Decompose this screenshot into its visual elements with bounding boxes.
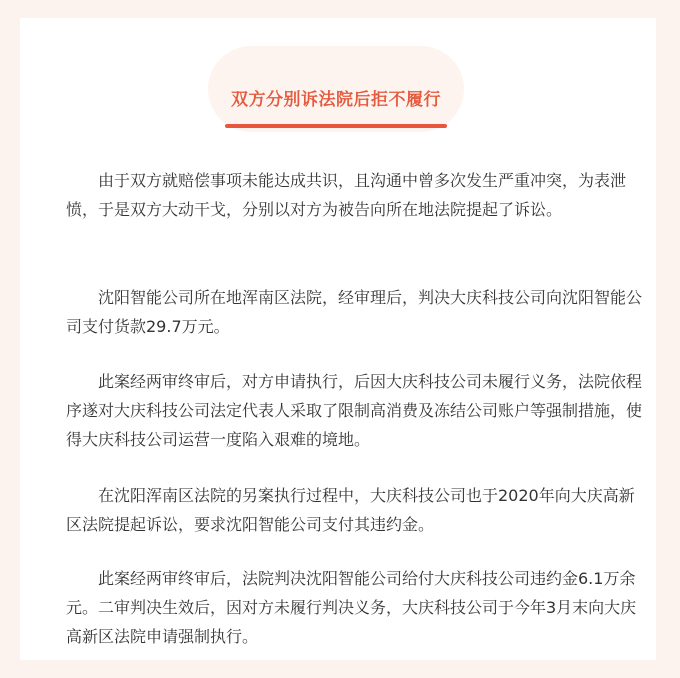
title-underline: [225, 124, 447, 128]
article-card: [20, 18, 656, 660]
paragraph-1: 由于双方就赔偿事项未能达成共识，且沟通中曾多次发生严重冲突，为表泄愤，于是双方大动干戈，分别以对方为被告向所在地法院提起了诉讼。: [66, 171, 627, 219]
section-title: 双方分别诉法院后拒不履行: [231, 90, 441, 110]
paragraph-2: 沈阳智能公司所在地浑南区法院，经审理后，判决大庆科技公司向沈阳智能公司支付货款29.7万元。: [66, 288, 643, 336]
title-badge-background: [208, 46, 464, 132]
paragraph-3: 此案经两审终审后，对方申请执行，后因大庆科技公司未履行义务，法院依程序遂对大庆科技公司法定代表人采取了限制高消费及冻结公司账户等强制措施，使得大庆科技公司运营一度陷入艰难的境地。: [66, 372, 643, 449]
paragraph-5: 此案经两审终审后，法院判决沈阳智能公司给付大庆科技公司违约金6.1万余元。二审判决生效后，因对方未履行判决义务，大庆科技公司于今年3月末向大庆高新区法院申请强制执行。: [66, 569, 637, 646]
paragraph-4: 在沈阳浑南区法院的另案执行过程中，大庆科技公司也于2020年向大庆高新区法院提起诉讼，要求沈阳智能公司支付其违约金。: [66, 486, 635, 534]
